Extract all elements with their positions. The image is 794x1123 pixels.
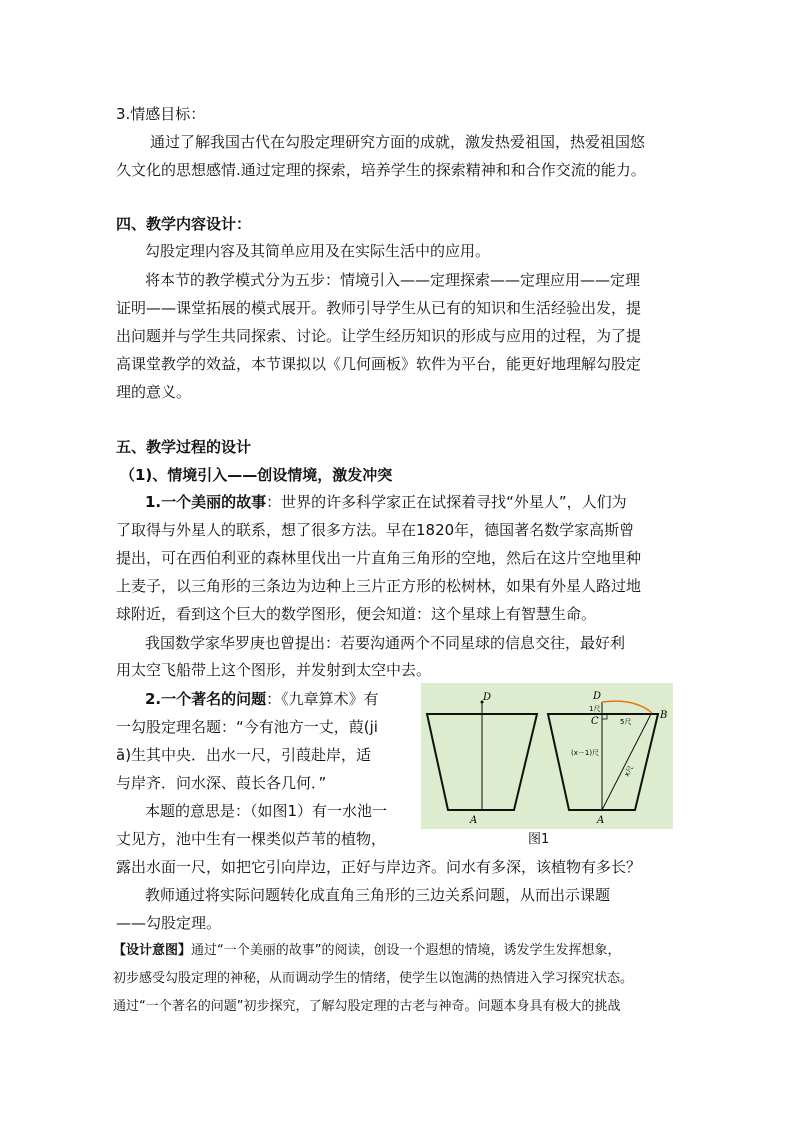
paragraph-line: 将本节的教学模式分为五步：情境引入——定理探索——定理应用——定理 (145, 271, 641, 289)
paragraph-line: 露出水面一尺，如把它引向岸边，正好与岸边齐。问水有多深，该植物有多长？ (116, 858, 642, 876)
paragraph-line: 用太空飞船带上这个图形，并发射到太空中去。 (116, 661, 432, 679)
label-x-chi: x尺 (622, 764, 636, 778)
problem-lead: 2.一个著名的问题 (145, 690, 267, 708)
paragraph-line: 勾股定理内容及其简单应用及在实际生活中的应用。 (145, 242, 491, 260)
hypotenuse-line (602, 714, 651, 810)
paragraph-line: 一勾股定理名题：“今有池方一丈，葭(ji (116, 718, 378, 736)
paragraph-line: 证明——课堂拓展的模式展开。教师引导学生从已有的知识和生活经验出发，提 (116, 299, 642, 317)
story-text: ：世界的许多科学家正在试探着寻找“外星人”，人们为 (266, 493, 627, 511)
paragraph-line: 提出，可在西伯利亚的森林里伐出一片直角三角形的空地，然后在这片空地里种 (116, 549, 642, 567)
pond-diagram-svg (421, 683, 673, 829)
paragraph-line: 了取得与外星人的联系，想了很多方法。早在1820年，德国著名数学家高斯曾 (116, 521, 635, 539)
figure-1-diagram (421, 683, 673, 829)
label-c-right: C (591, 716, 599, 727)
paragraph-line: 高课堂教学的效益，本节课拟以《几何画板》软件为平台，能更好地理解勾股定 (116, 355, 642, 373)
problem-text: ：《九章算术》有 (266, 690, 379, 708)
paragraph-line: 球附近，看到这个巨大的数学图形，便会知道：这个星球上有智慧生命。 (116, 605, 597, 623)
label-five-chi: 5尺 (620, 718, 632, 726)
label-d-right: D (593, 691, 602, 702)
label-one-chi: 1尺 (589, 705, 601, 713)
paragraph-line: 通过了解我国古代在勾股定理研究方面的成就，激发热爱祖国，热爱祖国悠 (150, 133, 646, 151)
figure-caption: 图1 (528, 832, 550, 847)
story-lead: 1.一个美丽的故事 (145, 493, 267, 511)
paragraph-line: 我国数学家华罗庚也曾提出：若要沟通两个不同星球的信息交往，最好利 (145, 634, 626, 652)
section-4-heading: 四、教学内容设计： (116, 215, 252, 233)
paragraph-line: 出问题并与学生共同探索、讨论。让学生经历知识的形成与应用的过程，为了提 (116, 327, 642, 345)
story-line (0, 492, 794, 512)
section-5-heading: 五、教学过程的设计 (116, 438, 252, 456)
paragraph-line: 丈见方，池中生有一棵类似芦苇的植物， (116, 830, 387, 848)
paragraph-line: 教师通过将实际问题转化成直角三角形的三边关系问题，从而出示课题 (145, 886, 611, 904)
label-d-left: D (483, 692, 492, 703)
paragraph-line: ā)生其中央．出水一尺，引葭赴岸，适 (116, 746, 372, 764)
paragraph-line: 久文化的思想感情.通过定理的探索，培养学生的探索精神和和合作交流的能力。 (116, 161, 646, 179)
label-b-right: B (660, 710, 668, 721)
label-a-right: A (597, 815, 605, 826)
section-3-heading: 3.情感目标： (116, 105, 206, 123)
problem-line (0, 689, 379, 709)
label-x-minus-1: (x－1)尺 (571, 749, 600, 757)
design-intent-text: 通过“一个美丽的故事”的阅读，创设一个遐想的情境，诱发学生发挥想象， (191, 943, 621, 958)
design-intent-line (0, 941, 794, 961)
paragraph-line: 与岸齐．问水深、葭长各几何．” (116, 774, 327, 792)
design-intent-label: 【设计意图】 (113, 943, 192, 958)
pond-right-outline (548, 714, 658, 810)
paragraph-line: ——勾股定理。 (116, 914, 222, 932)
reed-arc (602, 701, 652, 713)
paragraph-line: 本题的意思是：（如图1）有一水池一 (145, 802, 388, 820)
subsection-heading: （1)、情境引入——创设情境，激发冲突 (120, 466, 393, 484)
paragraph-line: 理的意义。 (116, 383, 192, 401)
paragraph-line: 上麦子，以三角形的三条边为边种上三片正方形的松树林，如果有外星人路过地 (116, 577, 642, 595)
design-intent-line: 通过“一个著名的问题”初步探究，了解勾股定理的古老与神奇。问题本身具有极大的挑战 (113, 999, 621, 1014)
label-a-left: A (470, 815, 478, 826)
design-intent-line: 初步感受勾股定理的神秘，从而调动学生的情绪，使学生以饱满的热情进入学习探究状态。 (113, 971, 634, 986)
